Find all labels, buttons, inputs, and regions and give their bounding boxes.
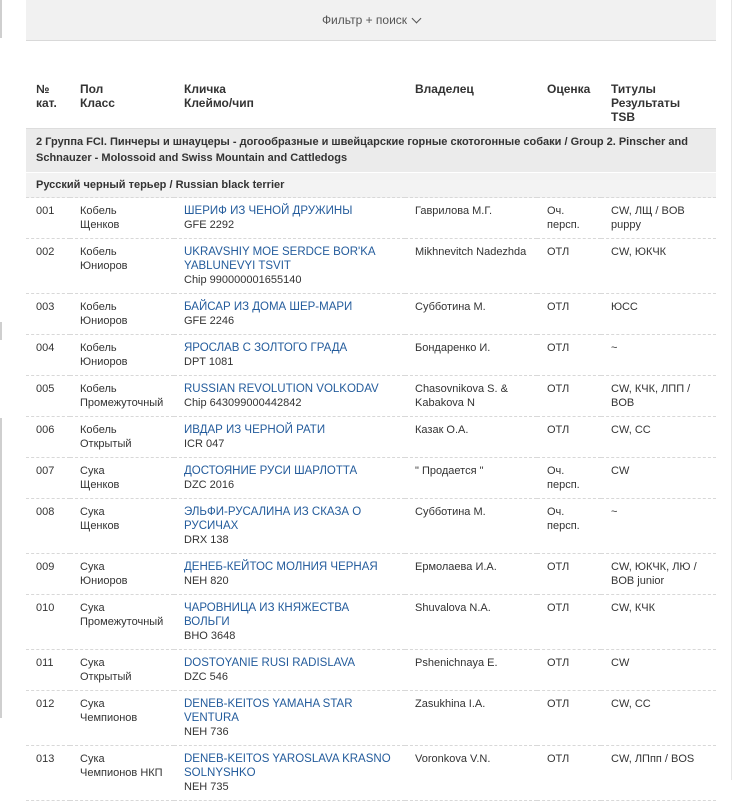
chip-label: BHO 3648 [184, 630, 236, 642]
table-row [26, 691, 716, 746]
table-row [26, 335, 716, 376]
name-chip-cell [174, 294, 405, 335]
owner-cell: Chasovnikova S. & Kabakova N [405, 376, 537, 417]
header-number: № кат. [26, 74, 70, 129]
titles-cell: CW, КЧК [601, 595, 716, 650]
dog-name-link[interactable]: ДОСТОЯНИЕ РУСИ ШАРЛОТТА [184, 465, 358, 477]
header-grade: Оценка [537, 74, 601, 129]
catalog-number: 013 [26, 746, 70, 801]
sex-label: Кобель [80, 383, 117, 395]
sex-label: Сука [80, 657, 105, 669]
owner-cell: Ермолаева И.А. [405, 554, 537, 595]
breed-title: Русский черный терьер / Russian black terrier [26, 173, 716, 198]
catalog-number: 002 [26, 239, 70, 294]
catalog-number: 010 [26, 595, 70, 650]
grade-cell: ОТЛ [537, 417, 601, 458]
sex-label: Кобель [80, 205, 117, 217]
name-chip-cell [174, 691, 405, 746]
name-chip-cell [174, 499, 405, 554]
results-table [26, 74, 716, 801]
grade-cell: ОТЛ [537, 376, 601, 417]
sex-class-cell [70, 691, 174, 746]
dog-name-link[interactable]: UKRAVSHIY MOE SERDCE BOR'KA YABLUNEVYI TSVIT [184, 246, 375, 272]
name-chip-cell [174, 746, 405, 801]
left-panel-edge [0, 418, 2, 718]
table-row [26, 417, 716, 458]
table-row [26, 239, 716, 294]
filter-search-label: Фильтр + поиск [321, 13, 408, 27]
chip-label: GFE 2292 [184, 219, 235, 231]
dog-name-link[interactable]: ЭЛЬФИ-РУСАЛИНА ИЗ СКАЗА О РУСИЧАХ [184, 506, 362, 532]
chevron-down-icon [412, 13, 422, 23]
owner-cell: Казак О.А. [405, 417, 537, 458]
owner-cell: Shuvalova N.A. [405, 595, 537, 650]
name-chip-cell [174, 595, 405, 650]
sex-label: Сука [80, 753, 105, 765]
chip-label: ICR 047 [184, 438, 225, 450]
dog-name-link[interactable]: БАЙСАР ИЗ ДОМА ШЕР-МАРИ [184, 301, 353, 313]
owner-cell: Zasukhina I.A. [405, 691, 537, 746]
table-row [26, 458, 716, 499]
titles-cell: CW [601, 650, 716, 691]
name-chip-cell [174, 335, 405, 376]
table-row [26, 198, 716, 239]
table-row [26, 294, 716, 335]
titles-cell: CW, CC [601, 691, 716, 746]
chip-label: Chip 990000001655140 [184, 274, 302, 286]
table-row [26, 746, 716, 801]
sex-label: Кобель [80, 301, 117, 313]
catalog-number: 004 [26, 335, 70, 376]
sex-label: Сука [80, 561, 105, 573]
table-header [26, 74, 716, 129]
name-chip-cell [174, 650, 405, 691]
owner-cell: Pshenichnaya E. [405, 650, 537, 691]
titles-cell: CW, ЛЩ / BOB puppy [601, 198, 716, 239]
dog-name-link[interactable]: ИВДАР ИЗ ЧЕРНОЙ РАТИ [184, 424, 326, 436]
sex-class-cell [70, 595, 174, 650]
sex-label: Сука [80, 506, 105, 518]
titles-cell: CW, CC [601, 417, 716, 458]
owner-cell: Субботина М. [405, 294, 537, 335]
header-sex-class: Пол Класс [70, 74, 174, 129]
header-name-chip: Кличка Клеймо/чип [174, 74, 405, 129]
titles-cell: ЮСС [601, 294, 716, 335]
filter-bar [26, 0, 716, 41]
catalog-number: 003 [26, 294, 70, 335]
class-label: Юниоров [80, 356, 128, 368]
class-label: Чемпионов [80, 712, 138, 724]
sex-label: Сука [80, 465, 105, 477]
header-titles: Титулы Результаты TSB [601, 74, 716, 129]
name-chip-cell [174, 554, 405, 595]
dog-name-link[interactable]: DENEB-KEITOS YAROSLAVA KRASNO SOLNYSHKO [184, 753, 391, 779]
sex-label: Кобель [80, 246, 117, 258]
chip-label: DPT 1081 [184, 356, 234, 368]
sex-label: Кобель [80, 342, 117, 354]
catalog-number: 001 [26, 198, 70, 239]
sex-class-cell [70, 746, 174, 801]
catalog-number: 012 [26, 691, 70, 746]
filter-search-toggle[interactable] [322, 13, 420, 27]
chip-label: DRX 138 [184, 534, 229, 546]
owner-cell: Бондаренко И. [405, 335, 537, 376]
dog-name-link[interactable]: ШЕРИФ ИЗ ЧЕНОЙ ДРУЖИНЫ [184, 205, 353, 217]
sex-class-cell [70, 554, 174, 595]
catalog-number: 011 [26, 650, 70, 691]
owner-cell: Субботина М. [405, 499, 537, 554]
breed-row [26, 173, 716, 198]
sex-class-cell [70, 239, 174, 294]
sex-class-cell [70, 294, 174, 335]
page-right-border [731, 0, 732, 780]
sex-class-cell [70, 376, 174, 417]
table-row [26, 595, 716, 650]
dog-name-link[interactable]: RUSSIAN REVOLUTION VOLKODAV [184, 383, 379, 395]
chip-label: NEH 735 [184, 781, 229, 793]
fci-group-title: 2 Группа FCI. Пинчеры и шнауцеры - догообразные и швейцарские горные скотогонные собаки / Group 2. Pinscher and Schnauzer - Molossoid and Swiss Mountain and Cattledogs [26, 129, 716, 173]
grade-cell: ОТЛ [537, 691, 601, 746]
grade-cell: Оч. персп. [537, 499, 601, 554]
dog-name-link[interactable]: ЧАРОВНИЦА ИЗ КНЯЖЕСТВА ВОЛЬГИ [184, 602, 350, 628]
dog-name-link[interactable]: DOSTOYANIE RUSI RADISLAVA [184, 657, 356, 669]
chip-label: DZC 546 [184, 671, 229, 683]
sex-label: Сука [80, 698, 105, 710]
class-label: Юниоров [80, 315, 128, 327]
grade-cell: ОТЛ [537, 746, 601, 801]
chip-label: DZC 2016 [184, 479, 235, 491]
class-label: Открытый [80, 671, 132, 683]
name-chip-cell [174, 239, 405, 294]
catalog-number: 008 [26, 499, 70, 554]
sex-class-cell [70, 499, 174, 554]
titles-cell: ~ [601, 499, 716, 554]
class-label: Открытый [80, 438, 132, 450]
chip-label: NEH 820 [184, 575, 229, 587]
class-label: Чемпионов НКП [80, 767, 163, 779]
dog-name-link[interactable]: ДЕНЕБ-КЕЙТОС МОЛНИЯ ЧЕРНАЯ [184, 561, 378, 573]
class-label: Щенков [80, 219, 120, 231]
owner-cell: " Продается " [405, 458, 537, 499]
sex-class-cell [70, 335, 174, 376]
grade-cell: ОТЛ [537, 335, 601, 376]
catalog-number: 005 [26, 376, 70, 417]
sex-label: Сука [80, 602, 105, 614]
chip-label: GFE 2246 [184, 315, 235, 327]
header-owner: Владелец [405, 74, 537, 129]
table-row [26, 499, 716, 554]
dog-name-link[interactable]: ЯРОСЛАВ С ЗОЛТОГО ГРАДА [184, 342, 348, 354]
sex-class-cell [70, 198, 174, 239]
class-label: Промежуточный [80, 397, 164, 409]
owner-cell: Mikhnevitch Nadezhda [405, 239, 537, 294]
titles-cell: CW [601, 458, 716, 499]
grade-cell: ОТЛ [537, 595, 601, 650]
name-chip-cell [174, 458, 405, 499]
fci-group-row [26, 129, 716, 173]
chip-label: NEH 736 [184, 726, 229, 738]
catalog-number: 006 [26, 417, 70, 458]
dog-name-link[interactable]: DENEB-KEITOS YAMAHA STAR VENTURA [184, 698, 353, 724]
sex-class-cell [70, 650, 174, 691]
titles-cell: CW, КЧК, ЛПП / BOB [601, 376, 716, 417]
owner-cell: Voronkova V.N. [405, 746, 537, 801]
titles-cell: ~ [601, 335, 716, 376]
class-label: Щенков [80, 520, 120, 532]
sex-class-cell [70, 458, 174, 499]
titles-cell: CW, ЮКЧК [601, 239, 716, 294]
titles-cell: CW, ЮКЧК, ЛЮ / BOB junior [601, 554, 716, 595]
catalog-number: 009 [26, 554, 70, 595]
grade-cell: Оч. персп. [537, 458, 601, 499]
table-row [26, 650, 716, 691]
table-row [26, 554, 716, 595]
owner-cell: Гаврилова М.Г. [405, 198, 537, 239]
name-chip-cell [174, 376, 405, 417]
table-body [26, 129, 716, 801]
grade-cell: ОТЛ [537, 650, 601, 691]
left-panel-edge [0, 0, 2, 38]
class-label: Юниоров [80, 260, 128, 272]
name-chip-cell [174, 417, 405, 458]
grade-cell: Оч. персп. [537, 198, 601, 239]
grade-cell: ОТЛ [537, 554, 601, 595]
class-label: Юниоров [80, 575, 128, 587]
grade-cell: ОТЛ [537, 294, 601, 335]
sex-class-cell [70, 417, 174, 458]
catalog-number: 007 [26, 458, 70, 499]
class-label: Щенков [80, 479, 120, 491]
table-row [26, 376, 716, 417]
grade-cell: ОТЛ [537, 239, 601, 294]
titles-cell: CW, ЛПпп / BOS [601, 746, 716, 801]
left-panel-edge [0, 322, 2, 340]
sex-label: Кобель [80, 424, 117, 436]
class-label: Промежуточный [80, 616, 164, 628]
chip-label: Chip 643099000442842 [184, 397, 302, 409]
name-chip-cell [174, 198, 405, 239]
